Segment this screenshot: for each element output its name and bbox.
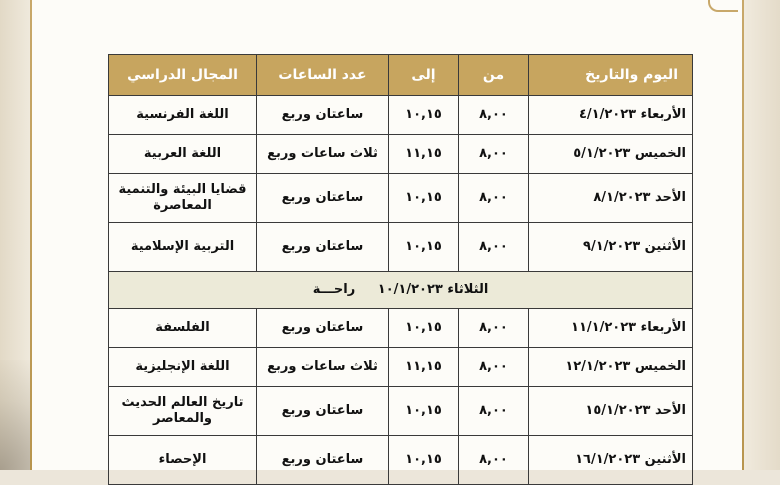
- table-row: [109, 135, 693, 174]
- header-from: من: [459, 55, 529, 96]
- rest-day-date: الثلاثاء ١٠/١/٢٠٢٣: [377, 282, 489, 297]
- cell-from: ٨,٠٠: [459, 309, 529, 348]
- cell-day-date: الأحد ١٥/١/٢٠٢٣: [529, 387, 693, 436]
- cell-from: ٨,٠٠: [459, 223, 529, 272]
- cell-from: ٨,٠٠: [459, 135, 529, 174]
- cell-hours: ساعتان وربع: [257, 436, 389, 485]
- document-page: [32, 0, 742, 470]
- cell-subject: الإحصاء: [109, 436, 257, 485]
- rest-day-row: [109, 272, 693, 309]
- cell-hours: ساعتان وربع: [257, 309, 389, 348]
- cell-to: ١٠,١٥: [389, 174, 459, 223]
- cell-from: ٨,٠٠: [459, 96, 529, 135]
- cell-hours: ساعتان وربع: [257, 174, 389, 223]
- cell-subject: قضايا البيئة والتنمية المعاصرة: [109, 174, 257, 223]
- header-to: إلى: [389, 55, 459, 96]
- corner-ornament: [708, 0, 738, 12]
- right-border-band: [744, 0, 780, 470]
- cell-from: ٨,٠٠: [459, 436, 529, 485]
- table-row: [109, 387, 693, 436]
- cell-subject: اللغة الإنجليزية: [109, 348, 257, 387]
- rest-day-cell: [109, 272, 693, 309]
- cell-day-date: الأربعاء ٤/١/٢٠٢٣: [529, 96, 693, 135]
- table-row: [109, 96, 693, 135]
- cell-from: ٨,٠٠: [459, 387, 529, 436]
- header-hours: عدد الساعات: [257, 55, 389, 96]
- cell-subject: اللغة العربية: [109, 135, 257, 174]
- cell-hours: ساعتان وربع: [257, 223, 389, 272]
- header-subject: المجال الدراسي: [109, 55, 257, 96]
- cell-subject: اللغة الفرنسية: [109, 96, 257, 135]
- cell-to: ١٠,١٥: [389, 223, 459, 272]
- cell-to: ١٠,١٥: [389, 387, 459, 436]
- cell-from: ٨,٠٠: [459, 348, 529, 387]
- cell-day-date: الأربعاء ١١/١/٢٠٢٣: [529, 309, 693, 348]
- cell-to: ١١,١٥: [389, 135, 459, 174]
- cell-day-date: الخميس ٥/١/٢٠٢٣: [529, 135, 693, 174]
- exam-schedule-table: [108, 54, 693, 485]
- cell-to: ١٠,١٥: [389, 96, 459, 135]
- cell-to: ١٠,١٥: [389, 309, 459, 348]
- cell-day-date: الخميس ١٢/١/٢٠٢٣: [529, 348, 693, 387]
- cell-day-date: الأحد ٨/١/٢٠٢٣: [529, 174, 693, 223]
- cell-subject: الفلسفة: [109, 309, 257, 348]
- cell-hours: ثلاث ساعات وربع: [257, 348, 389, 387]
- cell-hours: ثلاث ساعات وربع: [257, 135, 389, 174]
- cell-day-date: الأثنين ٩/١/٢٠٢٣: [529, 223, 693, 272]
- rest-label: راحـــة: [312, 282, 356, 297]
- table-row: [109, 309, 693, 348]
- header-day-date: اليوم والتاريخ: [529, 55, 693, 96]
- cell-from: ٨,٠٠: [459, 174, 529, 223]
- table-row: [109, 223, 693, 272]
- table-row: [109, 348, 693, 387]
- cell-subject: تاريخ العالم الحديث والمعاصر: [109, 387, 257, 436]
- cell-day-date: الأثنين ١٦/١/٢٠٢٣: [529, 436, 693, 485]
- cell-subject: التربية الإسلامية: [109, 223, 257, 272]
- table-header-row: [109, 55, 693, 96]
- right-gold-rule: [742, 0, 744, 470]
- cell-hours: ساعتان وربع: [257, 96, 389, 135]
- cell-to: ١٠,١٥: [389, 436, 459, 485]
- cell-hours: ساعتان وربع: [257, 387, 389, 436]
- table-row: [109, 174, 693, 223]
- cell-to: ١١,١٥: [389, 348, 459, 387]
- table-row: [109, 436, 693, 485]
